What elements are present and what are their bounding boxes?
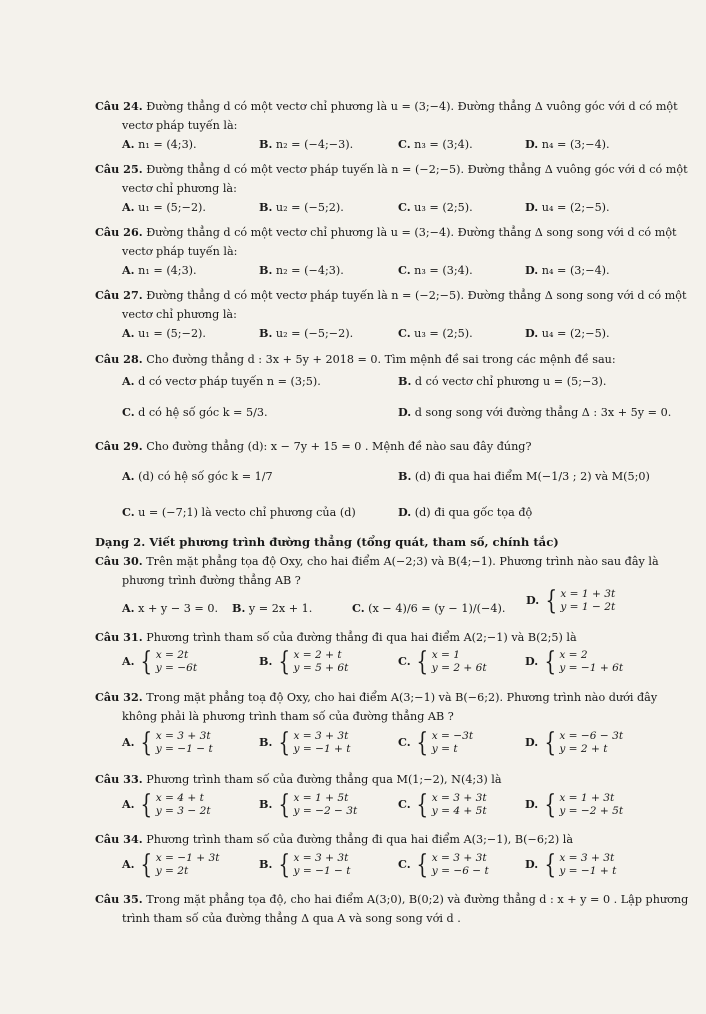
section-heading: Dạng 2. Viết phương trình đường thẳng (tổng quát, tham số, chính tắc): [95, 535, 559, 549]
question-28-number: Câu 28.: [95, 352, 143, 366]
q32-option-c[interactable]: C. { x = −3t y = t: [398, 728, 474, 758]
question-27-line-2: vectơ chỉ phương là:: [122, 308, 237, 321]
equation-system: { x = 2t y = −6t: [140, 647, 198, 677]
q27-option-b[interactable]: B. u₂ = (−5;−2).: [259, 326, 354, 340]
equation-system: { x = 2 + t y = 5 + 6t: [278, 647, 349, 677]
question-30-line-1: Câu 30. Trên mặt phẳng tọa độ Oxy, cho hai điểm A(−2;3) và B(4;−1). Phương trình nào sau đây là: [95, 554, 659, 568]
equation-system: { x = 3 + 3t y = −1 + t: [278, 728, 351, 758]
q30-option-b[interactable]: B. y = 2x + 1.: [232, 601, 313, 615]
equation-system: { x = 1 + 5t y = −2 − 3t: [278, 790, 358, 820]
equation-system: { x = 3 + 3t y = −1 + t: [544, 850, 617, 880]
question-30-line-2: phương trình đường thẳng AB ?: [122, 574, 301, 587]
question-28-line-1: Câu 28. Cho đường thẳng d : 3x + 5y + 2018 = 0. Tìm mệnh đề sai trong các mệnh đề sau:: [95, 352, 616, 366]
q31-option-d[interactable]: D. { x = 2 y = −1 + 6t: [525, 647, 624, 677]
q31-option-c[interactable]: C. { x = 1 y = 2 + 6t: [398, 647, 487, 677]
question-35-line-1: Câu 35. Trong mặt phẳng tọa độ, cho hai điểm A(3;0), B(0;2) và đường thẳng d : x + y = 0 . Lập phương: [95, 892, 689, 906]
q24-option-c[interactable]: C. n₃ = (3;4).: [398, 137, 473, 151]
question-32-line-2: không phải là phương trình tham số của đường thẳng AB ?: [122, 710, 454, 723]
question-26-number: Câu 26.: [95, 225, 143, 239]
q34-option-c[interactable]: C. { x = 3 + 3t y = −6 − t: [398, 850, 489, 880]
q30-option-c[interactable]: C. (x − 4)/6 = (y − 1)/(−4).: [352, 601, 506, 615]
q32-option-b[interactable]: B. { x = 3 + 3t y = −1 + t: [259, 728, 351, 758]
equation-system: { x = 2 y = −1 + 6t: [544, 647, 624, 677]
q28-option-a[interactable]: A. d có vectơ pháp tuyến n = (3;5).: [122, 374, 321, 388]
question-31-line-1: Câu 31. Phương trình tham số của đường thẳng đi qua hai điểm A(2;−1) và B(2;5) là: [95, 630, 577, 644]
q33-option-b[interactable]: B. { x = 1 + 5t y = −2 − 3t: [259, 790, 358, 820]
question-25-line-1: Câu 25. Đường thẳng d có một vectơ pháp tuyến là n = (−2;−5). Đường thẳng Δ vuông góc với d có một: [95, 162, 688, 176]
question-32-line-1: Câu 32. Trong mặt phẳng toạ độ Oxy, cho hai điểm A(3;−1) và B(−6;2). Phương trình nào dưới đây: [95, 690, 658, 704]
q26-option-b[interactable]: B. n₂ = (−4;3).: [259, 263, 344, 277]
q31-option-a[interactable]: A. { x = 2t y = −6t: [122, 647, 198, 677]
equation-system: { x = 3 + 3t y = 4 + 5t: [416, 790, 487, 820]
question-29-number: Câu 29.: [95, 439, 143, 453]
question-24-number: Câu 24.: [95, 99, 143, 113]
q34-option-d[interactable]: D. { x = 3 + 3t y = −1 + t: [525, 850, 617, 880]
q24-option-d[interactable]: D. n₄ = (3;−4).: [525, 137, 610, 151]
question-26-line-2: vectơ pháp tuyến là:: [122, 245, 238, 258]
question-29-line-1: Câu 29. Cho đường thẳng (d): x − 7y + 15 = 0 . Mệnh đề nào sau đây đúng?: [95, 439, 532, 453]
equation-system: { x = 1 + 3t y = 1 − 2t: [545, 586, 616, 616]
question-33-number: Câu 33.: [95, 772, 143, 786]
question-32-number: Câu 32.: [95, 690, 143, 704]
q28-option-d[interactable]: D. d song song với đường thẳng Δ : 3x + 5y = 0.: [398, 405, 672, 419]
q33-option-c[interactable]: C. { x = 3 + 3t y = 4 + 5t: [398, 790, 487, 820]
q25-option-d[interactable]: D. u₄ = (2;−5).: [525, 200, 610, 214]
question-25-line-2: vectơ chỉ phương là:: [122, 182, 237, 195]
q27-option-c[interactable]: C. u₃ = (2;5).: [398, 326, 473, 340]
q33-option-a[interactable]: A. { x = 4 + t y = 3 − 2t: [122, 790, 211, 820]
question-35-number: Câu 35.: [95, 892, 143, 906]
q26-option-d[interactable]: D. n₄ = (3;−4).: [525, 263, 610, 277]
q34-option-a[interactable]: A. { x = −1 + 3t y = 2t: [122, 850, 220, 880]
question-34-number: Câu 34.: [95, 832, 143, 846]
q27-option-d[interactable]: D. u₄ = (2;−5).: [525, 326, 610, 340]
equation-system: { x = −6 − 3t y = 2 + t: [544, 728, 624, 758]
q32-option-a[interactable]: A. { x = 3 + 3t y = −1 − t: [122, 728, 213, 758]
q25-option-b[interactable]: B. u₂ = (−5;2).: [259, 200, 344, 214]
q25-option-a[interactable]: A. u₁ = (5;−2).: [122, 200, 206, 214]
q29-option-a[interactable]: A. (d) có hệ số góc k = 1/7: [122, 469, 273, 483]
q30-option-a[interactable]: A. x + y − 3 = 0.: [122, 601, 219, 615]
q27-option-a[interactable]: A. u₁ = (5;−2).: [122, 326, 206, 340]
equation-system: { x = 4 + t y = 3 − 2t: [140, 790, 211, 820]
q24-option-b[interactable]: B. n₂ = (−4;−3).: [259, 137, 354, 151]
q28-option-b[interactable]: B. d có vectơ chỉ phương u = (5;−3).: [398, 374, 607, 388]
question-33-line-1: Câu 33. Phương trình tham số của đường thẳng qua M(1;−2), N(4;3) là: [95, 772, 502, 786]
q32-option-d[interactable]: D. { x = −6 − 3t y = 2 + t: [525, 728, 624, 758]
equation-system: { x = −1 + 3t y = 2t: [140, 850, 220, 880]
q33-option-d[interactable]: D. { x = 1 + 3t y = −2 + 5t: [525, 790, 624, 820]
q31-option-b[interactable]: B. { x = 2 + t y = 5 + 6t: [259, 647, 349, 677]
question-35-line-2: trình tham số của đường thẳng Δ qua A và song song với d .: [122, 912, 461, 925]
q29-option-b[interactable]: B. (d) đi qua hai điểm M(−1/3 ; 2) và M(5;0): [398, 469, 650, 483]
q30-option-d[interactable]: D. { x = 1 + 3t y = 1 − 2t: [526, 586, 616, 616]
equation-system: { x = 1 + 3t y = −2 + 5t: [544, 790, 624, 820]
question-27-number: Câu 27.: [95, 288, 143, 302]
q24-option-a[interactable]: A. n₁ = (4;3).: [122, 137, 197, 151]
question-30-number: Câu 30.: [95, 554, 143, 568]
question-31-number: Câu 31.: [95, 630, 143, 644]
question-25-number: Câu 25.: [95, 162, 143, 176]
q26-option-a[interactable]: A. n₁ = (4;3).: [122, 263, 197, 277]
q29-option-d[interactable]: D. (d) đi qua gốc tọa độ: [398, 505, 533, 519]
question-34-line-1: Câu 34. Phương trình tham số của đường thẳng đi qua hai điểm A(3;−1), B(−6;2) là: [95, 832, 574, 846]
equation-system: { x = 1 y = 2 + 6t: [416, 647, 487, 677]
q26-option-c[interactable]: C. n₃ = (3;4).: [398, 263, 473, 277]
q28-option-c[interactable]: C. d có hệ số góc k = 5/3.: [122, 405, 268, 419]
equation-system: { x = 3 + 3t y = −6 − t: [416, 850, 489, 880]
question-24-line-2: vectơ pháp tuyến là:: [122, 119, 238, 132]
q34-option-b[interactable]: B. { x = 3 + 3t y = −1 − t: [259, 850, 351, 880]
equation-system: { x = 3 + 3t y = −1 − t: [278, 850, 351, 880]
equation-system: { x = −3t y = t: [416, 728, 474, 758]
question-26-line-1: Câu 26. Đường thẳng d có một vectơ chỉ phương là u = (3;−4). Đường thẳng Δ song song với d có một: [95, 225, 677, 239]
q29-option-c[interactable]: C. u = (−7;1) là vecto chỉ phương của (d): [122, 505, 356, 519]
question-24-line-1: Câu 24. Đường thẳng d có một vectơ chỉ phương là u = (3;−4). Đường thẳng Δ vuông góc với d có một: [95, 99, 678, 113]
equation-system: { x = 3 + 3t y = −1 − t: [140, 728, 213, 758]
q25-option-c[interactable]: C. u₃ = (2;5).: [398, 200, 473, 214]
question-27-line-1: Câu 27. Đường thẳng d có một vectơ pháp tuyến là n = (−2;−5). Đường thẳng Δ song song với d có một: [95, 288, 687, 302]
